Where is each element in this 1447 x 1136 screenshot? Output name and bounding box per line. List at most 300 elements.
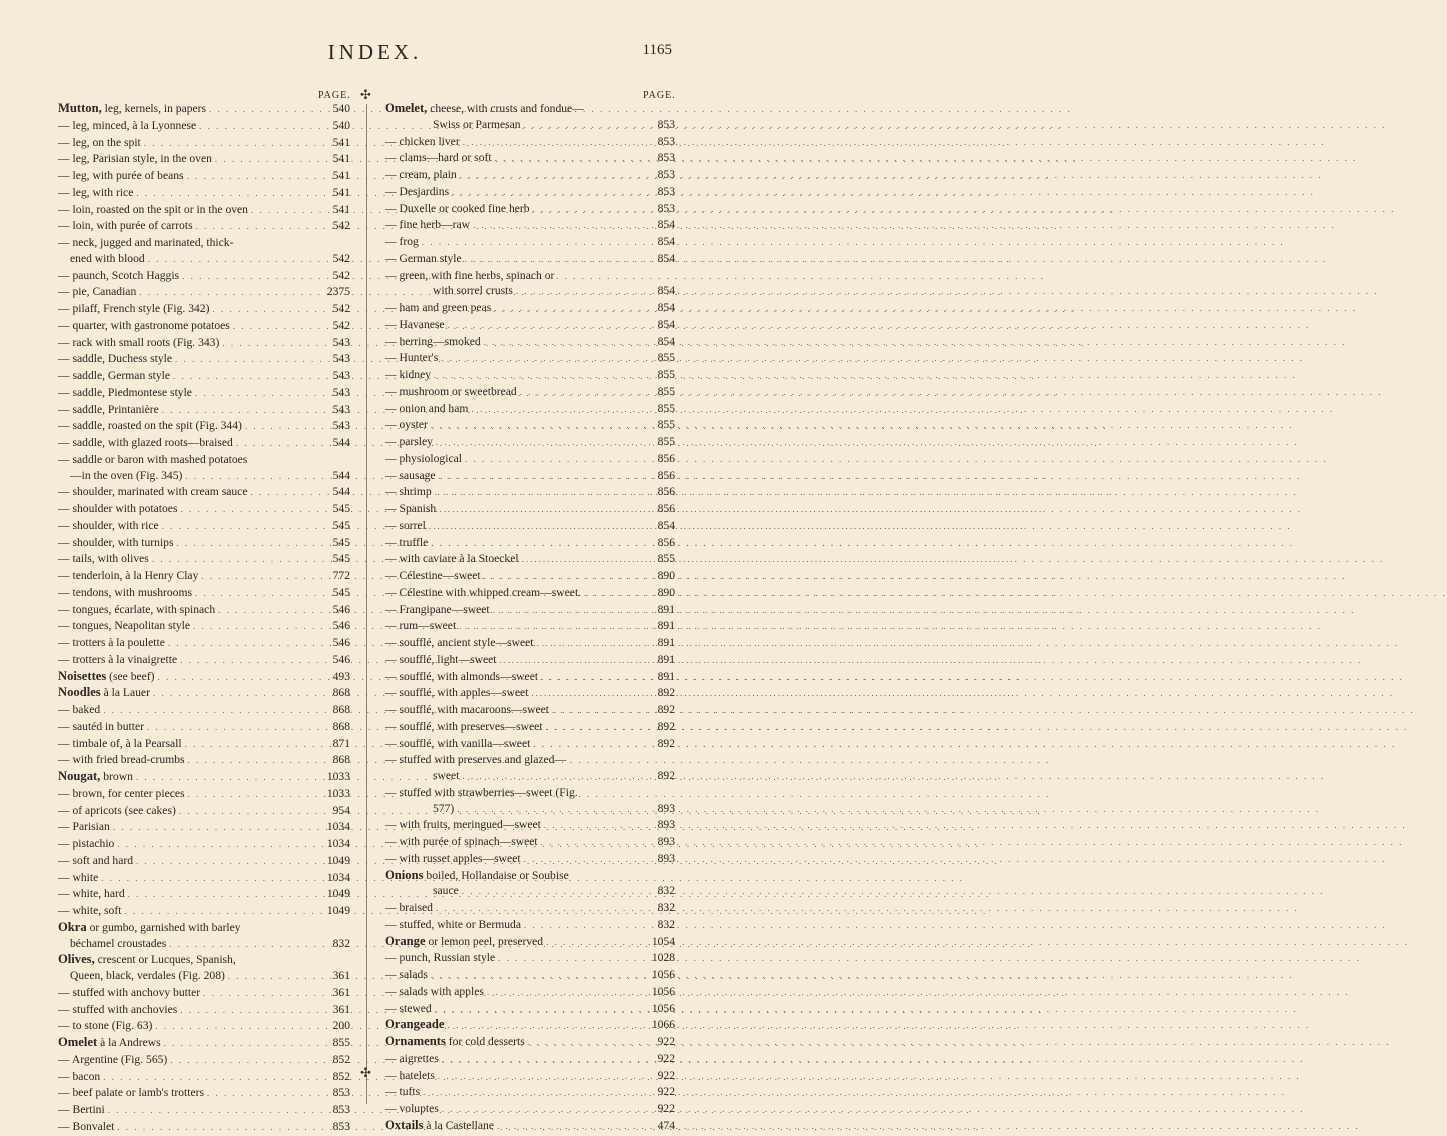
leader-dots [108, 1103, 321, 1119]
entry-page-number: 1049 [326, 887, 350, 901]
index-entry [58, 1069, 350, 1086]
right-page-column-heading: PAGE. [643, 90, 676, 101]
entry-page-number: 1034 [326, 870, 350, 884]
leader-dots [429, 519, 646, 535]
entry-page-number: 853 [657, 184, 675, 198]
entry-page-number: 855 [332, 1036, 350, 1049]
entry-text [58, 769, 133, 785]
entry-label: — timbale of, à la Pearsall [58, 736, 182, 750]
entry-label: — shoulder with potatoes [58, 502, 178, 515]
entry-label: — punch, Russian style [385, 951, 496, 965]
entry-page-number: 853 [332, 1103, 350, 1116]
index-entry [385, 134, 675, 151]
entry-text [58, 719, 144, 735]
entry-label: — Duxelle or cooked fine herb [385, 201, 530, 215]
leader-dots [436, 901, 646, 917]
index-entry [58, 318, 350, 335]
entry-text [385, 501, 436, 517]
entry-label: — soufflé, with preserves—sweet [385, 719, 543, 733]
entry-text [433, 801, 454, 817]
leader-dots [544, 818, 646, 834]
leader-dots [524, 118, 646, 134]
entry-text [433, 283, 513, 299]
entry-label: — saddle, with glazed roots—braised [58, 436, 233, 449]
entry-page-number: 855 [657, 418, 675, 432]
index-entry [385, 350, 675, 367]
leader-dots [522, 552, 646, 568]
entry-text [385, 1001, 432, 1017]
entry-page-number: 853 [657, 201, 675, 215]
entry-page-number: 200 [332, 1019, 350, 1033]
entry-page-number: 891 [657, 619, 675, 633]
entry-page-number: 361 [332, 969, 350, 982]
entry-page-number: 772 [332, 569, 350, 582]
entry-page-number: 541 [332, 185, 350, 199]
leader-dots [195, 386, 321, 402]
index-entry [58, 118, 350, 135]
entry-page-number: 1056 [651, 1001, 675, 1015]
entry-label: cheese, with crusts and fondue— [427, 102, 584, 115]
entry-label: — of apricots (see cakes) [58, 803, 176, 817]
entry-page-number: 855 [657, 401, 675, 415]
entry-text [385, 752, 566, 768]
index-entry [58, 1119, 350, 1136]
entry-text [385, 350, 438, 366]
leader-dots [136, 854, 321, 870]
index-entry [385, 585, 675, 602]
entry-text [58, 185, 133, 201]
entry-label: — bacon [58, 1069, 101, 1083]
entry-text [58, 268, 179, 284]
leader-dots [459, 619, 646, 635]
leader-dots [117, 837, 321, 853]
index-entry [385, 217, 675, 234]
entry-page-number: 853 [657, 168, 675, 181]
entry-text [70, 968, 225, 984]
entry-label: — brown, for center pieces [58, 786, 185, 800]
index-entry [58, 853, 350, 870]
entry-page-number: 544 [332, 468, 350, 482]
entry-label: — stuffed, white or Bermuda [385, 917, 521, 931]
entry-page-number: 361 [332, 1002, 350, 1016]
index-entry [58, 135, 350, 152]
index-entry [58, 551, 350, 568]
entry-label: à la Andrews [97, 1036, 161, 1049]
entry-label: — Havanese [385, 317, 445, 331]
entry-heading: Mutton, [58, 101, 102, 115]
leader-dots [233, 319, 321, 335]
leader-dots [155, 1019, 321, 1035]
entry-text [58, 551, 149, 567]
entry-label: — braised [385, 901, 433, 914]
index-entry [385, 1001, 675, 1018]
leader-dots [245, 419, 321, 435]
leader-dots [188, 753, 321, 769]
leader-dots [442, 1102, 646, 1118]
leader-dots [203, 986, 321, 1002]
entry-label: sauce [433, 884, 459, 898]
entry-page-number: 545 [332, 518, 350, 532]
entry-label: — stuffed with preserves and glazed— [385, 753, 567, 767]
entry-text [433, 117, 521, 133]
entry-page-number: 854 [657, 251, 675, 265]
entry-page-number: 541 [332, 135, 350, 149]
entry-text [70, 936, 166, 952]
entry-page-number: 922 [657, 1051, 675, 1065]
index-entry [58, 101, 350, 118]
entry-page-number: 891 [657, 652, 675, 666]
entry-label: 577) [433, 801, 455, 815]
leader-dots [136, 770, 321, 786]
index-entry [385, 551, 675, 568]
entry-label: — leg, Parisian style, in the oven [58, 152, 212, 166]
entry-page-number: 832 [657, 901, 675, 914]
leader-dots [465, 252, 646, 268]
entry-page-number: 853 [332, 1119, 350, 1133]
index-entry [58, 335, 350, 352]
entry-text [385, 434, 433, 450]
entry-text [385, 685, 528, 701]
leader-dots [465, 452, 646, 468]
entry-label: ened with blood [70, 251, 145, 265]
entry-page-number: 852 [332, 1069, 350, 1083]
entry-text [385, 367, 431, 383]
entry-page-number: 856 [657, 468, 675, 482]
index-entry [385, 535, 675, 552]
entry-label: — tails, with olives [58, 552, 149, 566]
entry-page-number: 922 [657, 1102, 675, 1115]
leader-dots [520, 385, 646, 401]
entry-label: — aigrettes [385, 1051, 439, 1065]
entry-heading: Okra [58, 919, 87, 934]
entry-text [385, 917, 521, 933]
leader-dots [180, 653, 321, 669]
index-entry [58, 752, 350, 769]
entry-page-number: 855 [657, 384, 675, 398]
leader-dots [441, 351, 646, 367]
entry-label: Queen, black, verdales (Fig. 208) [70, 969, 225, 982]
entry-label: — tenderloin, à la Henry Clay [58, 569, 199, 582]
entry-page-number: 543 [332, 352, 350, 366]
leader-dots [212, 302, 321, 318]
entry-page-number: 892 [657, 686, 675, 700]
entry-heading: Orangeade [385, 1017, 445, 1032]
entry-text [385, 785, 578, 801]
entry-page-number: 853 [657, 134, 675, 148]
leader-dots [187, 169, 321, 185]
index-entry [385, 834, 675, 851]
entry-heading: Nougat, [58, 769, 101, 783]
leader-dots [103, 703, 321, 719]
entry-label: — Bertini [58, 1103, 105, 1116]
leader-dots [533, 202, 646, 218]
entry-text [58, 702, 100, 718]
entry-label: — stuffed with strawberries—sweet (Fig. [385, 785, 578, 799]
entry-label: — truffle [385, 535, 429, 549]
entry-label: — rum—sweet [385, 619, 457, 633]
entry-text [385, 451, 462, 467]
entry-page-number: 856 [657, 485, 675, 499]
index-entry [385, 251, 675, 268]
index-entry [58, 535, 350, 552]
entry-label: sweet [433, 769, 460, 782]
entry-text [385, 851, 521, 867]
entry-text [58, 202, 248, 218]
entry-label: for cold desserts [445, 1035, 525, 1048]
entry-label: — salads [385, 968, 428, 981]
index-entry [385, 702, 675, 719]
entry-page-number: 892 [657, 703, 675, 716]
index-entry [385, 283, 675, 300]
entry-heading: Oxtails [385, 1117, 424, 1132]
entry-heading: Olives, [58, 952, 95, 967]
index-entry [385, 934, 675, 951]
index-entry [385, 736, 675, 753]
leader-dots [158, 670, 321, 686]
entry-label: — clams—hard or soft [385, 151, 492, 165]
entry-page-number: 853 [657, 151, 675, 165]
entry-text [385, 1017, 444, 1033]
entry-text [385, 1051, 439, 1067]
index-entry [58, 685, 350, 702]
entry-text [385, 384, 517, 400]
entry-text [58, 920, 241, 936]
entry-text [385, 967, 428, 983]
index-entry [58, 251, 350, 268]
entry-text [58, 418, 242, 434]
leader-dots [113, 820, 321, 836]
leader-dots [195, 586, 321, 602]
leader-dots [452, 185, 646, 201]
leader-dots [103, 1070, 321, 1086]
entry-text [58, 218, 193, 234]
entry-label: — paunch, Scotch Haggis [58, 268, 180, 282]
index-entry [385, 900, 675, 917]
entry-page-number: 892 [657, 736, 675, 750]
entry-page-number: 871 [332, 736, 350, 750]
entry-page-number: 893 [657, 835, 675, 848]
index-entry [58, 202, 350, 219]
entry-label: — trotters à la poulette [58, 636, 165, 649]
entry-text [58, 1035, 161, 1051]
entry-label: — frog [385, 235, 419, 248]
entry-page-number: 543 [332, 385, 350, 399]
entry-text [433, 768, 459, 784]
entry-text [58, 335, 219, 351]
index-entry [385, 334, 675, 351]
entry-label: — sorrel [385, 518, 426, 532]
entry-label: — oyster [385, 418, 428, 432]
entry-label: — shrimp [385, 485, 432, 499]
entry-text [385, 635, 534, 651]
entry-label: — stuffed with anchovies [58, 1002, 178, 1016]
index-entry [58, 418, 350, 435]
entry-text [385, 317, 445, 333]
entry-label: — white, hard [58, 887, 125, 901]
entry-page-number: 868 [332, 753, 350, 767]
leader-dots [153, 686, 321, 702]
entry-page-number: 855 [657, 351, 675, 365]
entry-page-number: 474 [657, 1118, 675, 1132]
entry-label: Swiss or Parmesan [433, 117, 521, 131]
entry-label: — salads with apples [385, 984, 484, 998]
index-entry [385, 635, 675, 652]
index-entry [58, 803, 350, 820]
entry-text [385, 568, 481, 584]
entry-heading: Orange [385, 933, 426, 948]
index-entry [58, 1102, 350, 1119]
leader-dots [531, 686, 646, 702]
index-right-column [385, 101, 675, 1135]
entry-text [58, 853, 133, 869]
entry-text [385, 417, 428, 433]
entry-text [385, 1118, 494, 1134]
index-entry [58, 635, 350, 652]
leader-dots [584, 586, 646, 602]
entry-text [385, 150, 492, 166]
leader-dots [493, 603, 646, 619]
entry-page-number: 852 [332, 1052, 350, 1066]
leader-dots [431, 536, 646, 552]
leader-dots [500, 653, 646, 669]
leader-dots [228, 969, 321, 985]
index-entry [58, 402, 350, 419]
leader-dots [222, 336, 321, 352]
leader-dots [435, 485, 646, 501]
entry-text [58, 836, 114, 852]
entry-text [58, 385, 192, 401]
leader-dots [185, 469, 321, 485]
entry-label: — leg, on the spit [58, 135, 141, 149]
entry-heading: Ornaments [385, 1034, 446, 1048]
entry-text [385, 1068, 435, 1084]
index-left-column [58, 101, 350, 1136]
page-title: INDEX. [327, 40, 423, 64]
leader-dots [431, 968, 646, 984]
entry-page-number: 546 [332, 619, 350, 633]
entry-label: — pilaff, French style (Fig. 342) [58, 302, 210, 315]
entry-page-number: 546 [332, 602, 350, 616]
entry-text [385, 551, 519, 567]
entry-label: — hatelets [385, 1068, 435, 1082]
index-entry [385, 201, 675, 218]
index-entry [58, 652, 350, 669]
entry-label: brown [100, 770, 133, 783]
leader-dots [170, 1053, 321, 1069]
entry-page-number: 854 [657, 218, 675, 232]
leader-dots [541, 670, 646, 686]
index-entry [385, 719, 675, 736]
entry-page-number: 854 [657, 235, 675, 248]
entry-page-number: 868 [332, 703, 350, 716]
entry-label: — Bonvalet [58, 1119, 115, 1133]
entry-text [58, 284, 136, 300]
index-entry [385, 984, 675, 1001]
page-number: 1165 [642, 42, 672, 58]
entry-text [58, 235, 233, 251]
leader-dots [162, 519, 321, 535]
entry-heading: Noodles [58, 685, 101, 700]
leader-dots [457, 802, 646, 818]
leader-dots [484, 569, 646, 585]
entry-page-number: 832 [332, 936, 350, 950]
entry-page-number: 1049 [326, 904, 350, 917]
entry-label: — herring—smoked [385, 334, 481, 348]
index-entry [58, 168, 350, 185]
entry-label: à la Lauer [100, 686, 150, 700]
entry-label: — sautéd in butter [58, 719, 144, 733]
entry-text [385, 934, 543, 950]
index-entry [58, 952, 350, 968]
entry-text [58, 1085, 204, 1101]
leader-dots [552, 703, 646, 719]
entry-text [385, 300, 491, 316]
index-entry [385, 950, 675, 967]
entry-label: — kidney [385, 368, 432, 381]
index-entry [385, 417, 675, 434]
index-entry [58, 218, 350, 235]
leader-dots [528, 1035, 646, 1051]
leader-dots [180, 502, 321, 518]
entry-text [58, 518, 159, 534]
index-entry [385, 184, 675, 201]
leader-dots [215, 152, 321, 168]
entry-label: — white, soft [58, 904, 122, 917]
leader-dots [524, 918, 646, 934]
entry-label: boiled, Hollandaise or Soubise [423, 868, 569, 882]
leader-dots [439, 502, 646, 518]
entry-label: — soufflé, with almonds—sweet [385, 669, 539, 683]
entry-page-number: 854 [657, 284, 675, 298]
entry-text [385, 468, 436, 484]
entry-label: — leg, minced, à la Lyonnese [58, 118, 197, 132]
entry-label: — with fruits, meringued—sweet [385, 818, 541, 832]
entry-text [385, 585, 581, 601]
index-entry [58, 284, 350, 301]
index-entry [385, 883, 675, 900]
index-entry [58, 1052, 350, 1069]
entry-label: — shoulder, with turnips [58, 535, 174, 549]
index-entry [385, 685, 675, 702]
leader-dots [136, 186, 321, 202]
entry-page-number: 542 [332, 251, 350, 265]
index-entry [385, 167, 675, 184]
entry-label: — onion and ham [385, 401, 469, 415]
index-entry [58, 468, 350, 485]
leader-dots [188, 787, 321, 803]
entry-text [385, 736, 530, 752]
entry-page-number: 543 [332, 402, 350, 416]
entry-label: — Spanish [385, 502, 437, 515]
entry-label: — ham and green peas [385, 301, 492, 314]
entry-label: — pistachio [58, 837, 115, 850]
leader-dots [193, 619, 321, 635]
entry-page-number: 868 [332, 719, 350, 733]
entry-page-number: 540 [332, 102, 350, 115]
entry-page-number: 545 [332, 552, 350, 566]
leader-dots [423, 1085, 646, 1101]
entry-page-number: 922 [657, 1068, 675, 1082]
entry-text [58, 752, 185, 768]
index-entry [58, 151, 350, 168]
entry-page-number: 543 [332, 335, 350, 349]
leader-dots [144, 136, 321, 152]
leader-dots [180, 1003, 321, 1019]
entry-label: — soufflé, light—sweet [385, 652, 497, 666]
index-entry [385, 752, 675, 768]
entry-text [58, 1119, 114, 1135]
leader-dots [434, 368, 646, 384]
